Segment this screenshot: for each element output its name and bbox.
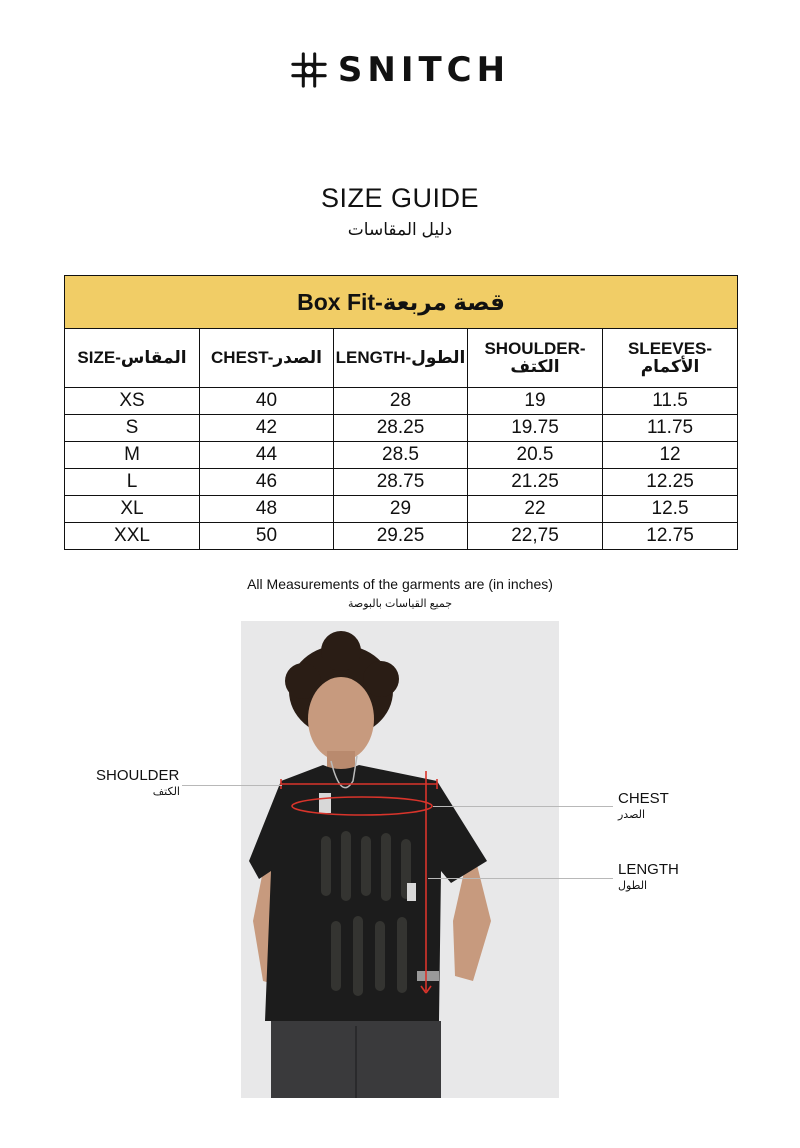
- table-cell: XS: [65, 388, 200, 415]
- table-cell: 22: [468, 496, 603, 523]
- table-cell: 28.5: [334, 442, 468, 469]
- model-illustration: [241, 621, 559, 1098]
- measurement-note: All Measurements of the garments are (in inches): [247, 576, 553, 592]
- table-cell: 40: [200, 388, 334, 415]
- table-cell: M: [65, 442, 200, 469]
- column-header: SLEEVES- الأكمام: [603, 329, 738, 388]
- table-cell: 11.75: [603, 415, 738, 442]
- column-header: SIZE-المقاس: [65, 329, 200, 388]
- table-cell: 21.25: [468, 469, 603, 496]
- table-row: [65, 523, 738, 550]
- table-cell: 50: [200, 523, 334, 550]
- length-leader-line: [428, 878, 613, 879]
- fit-header: Box Fit-قصة مربعة: [65, 276, 738, 329]
- size-table: [64, 275, 738, 550]
- column-header: CHEST-الصدر: [200, 329, 334, 388]
- table-cell: 11.5: [603, 388, 738, 415]
- table-row: [65, 469, 738, 496]
- chest-leader-line: [433, 806, 613, 807]
- table-row: [65, 388, 738, 415]
- length-callout: LENGTH الطول: [618, 861, 679, 892]
- table-cell: S: [65, 415, 200, 442]
- table-cell: L: [65, 469, 200, 496]
- table-cell: 12.75: [603, 523, 738, 550]
- brand-logo: [0, 50, 800, 90]
- page-title: SIZE GUIDE: [320, 183, 480, 213]
- table-cell: 48: [200, 496, 334, 523]
- table-cell: 28.75: [334, 469, 468, 496]
- model-photo: [241, 621, 559, 1098]
- table-row: [65, 415, 738, 442]
- shoulder-leader-line: [182, 785, 282, 786]
- chest-callout: CHEST الصدر: [618, 790, 669, 821]
- table-cell: 20.5: [468, 442, 603, 469]
- table-cell: XL: [65, 496, 200, 523]
- table-cell: 28.25: [334, 415, 468, 442]
- table-cell: XXL: [65, 523, 200, 550]
- column-header: SHOULDER- الكتف: [468, 329, 603, 388]
- brand-name: SNITCH: [337, 50, 511, 90]
- page-title-arabic: دليل المقاسات: [347, 220, 453, 239]
- grid-knot-icon: [290, 51, 328, 89]
- column-header: LENGTH-الطول: [334, 329, 468, 388]
- table-cell: 12.5: [603, 496, 738, 523]
- table-cell: 42: [200, 415, 334, 442]
- table-row: [65, 442, 738, 469]
- table-cell: 22,75: [468, 523, 603, 550]
- shoulder-callout: SHOULDER الكتف: [96, 767, 180, 798]
- table-row: [65, 496, 738, 523]
- table-cell: 28: [334, 388, 468, 415]
- column-header-row: [65, 329, 738, 388]
- table-cell: 12.25: [603, 469, 738, 496]
- table-cell: 12: [603, 442, 738, 469]
- table-cell: 19.75: [468, 415, 603, 442]
- table-cell: 29: [334, 496, 468, 523]
- measurement-note-arabic: جميع القياسات بالبوصة: [347, 598, 453, 610]
- table-cell: 46: [200, 469, 334, 496]
- table-cell: 44: [200, 442, 334, 469]
- table-cell: 19: [468, 388, 603, 415]
- table-cell: 29.25: [334, 523, 468, 550]
